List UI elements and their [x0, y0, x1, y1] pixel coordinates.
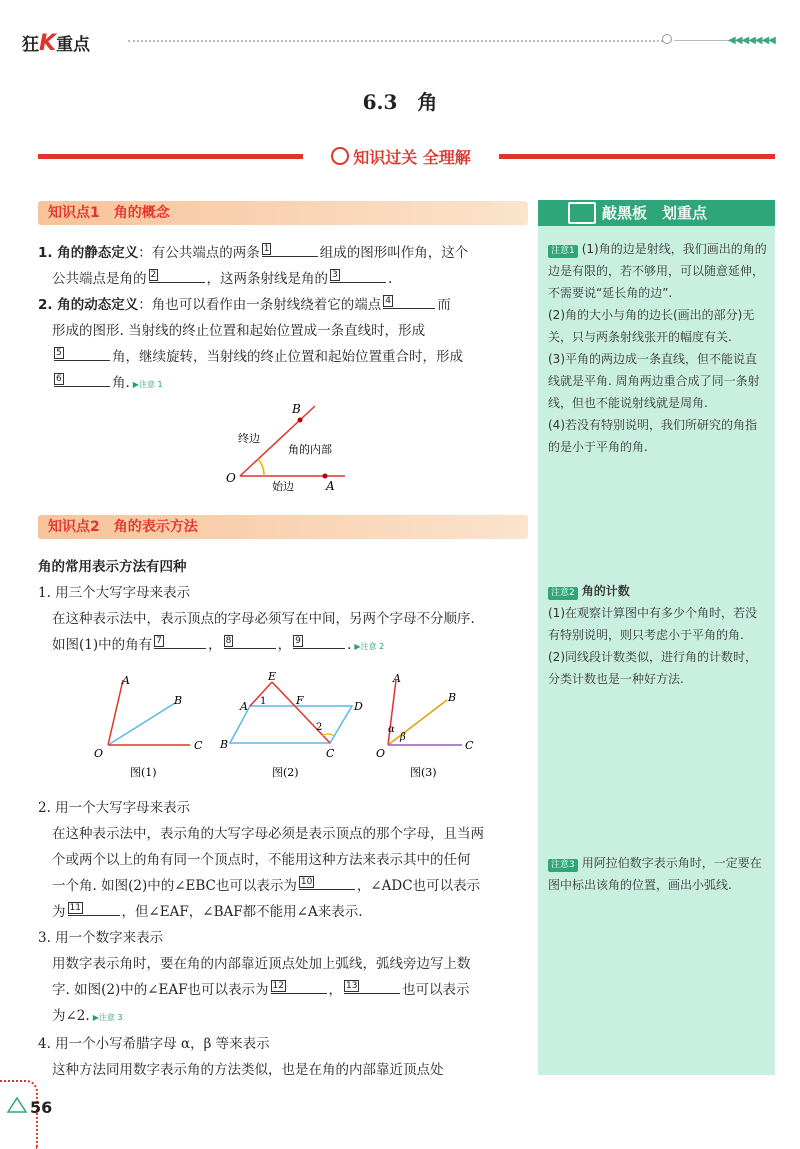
side-notes-2: 注意2 角的计数 (1)在观察计算图中有多少个角时，若没有特别说明，则只考虑小于平角的角. (2)同线段计数类似，进行角的计数时，分类计数也是一种好方法.	[548, 584, 757, 686]
svg-text:B: B	[220, 738, 229, 751]
spiral-icon	[331, 147, 349, 165]
banner-line-right	[499, 154, 775, 159]
svg-text:A: A	[393, 672, 401, 685]
note-tag: 注意1	[548, 245, 578, 258]
svg-text:2: 2	[316, 722, 323, 733]
svg-text:B: B	[448, 691, 457, 704]
note-tag: 注意2	[548, 587, 578, 600]
svg-text:图(3): 图(3)	[410, 766, 437, 779]
svg-text:O: O	[94, 747, 104, 760]
angle-concept-figure	[220, 398, 360, 493]
svg-text:B: B	[174, 694, 183, 707]
page-number: 56	[30, 1098, 53, 1117]
svg-text:始边: 始边	[272, 480, 294, 493]
section-bar-2: 知识点2 角的表示方法	[38, 515, 528, 539]
angle-figures	[90, 670, 510, 785]
svg-text:O: O	[376, 747, 386, 760]
section2-body-top: 角的常用表示方法有四种 1. 用三个大写字母来表示 在这种表示法中，表示顶点的字母必须写在中间，另两个字母不分顺序. 如图(1)中的角有 7 ， 8 ， 9 . ▶注意 2	[38, 559, 475, 653]
svg-text:E: E	[268, 670, 277, 683]
section1-body: 1. 角的静态定义：有公共端点的两条 1 组成的图形叫作角，这个 公共端点是角的 2 ，这两条射线是角的 3 . 2. 角的动态定义：角也可以看作由一条射线绕着它的端点 4 而 形成的图形. 当射线的终止位置和起始位置成一条直线时，形成 5 角，继续旋转，当射线的终止位置和起始位置重合时，形成 6 角. ▶注意 1	[38, 240, 530, 398]
svg-text:C: C	[194, 739, 203, 752]
svg-text:F: F	[296, 694, 304, 707]
svg-text:图(2): 图(2)	[272, 766, 299, 779]
svg-text:C: C	[465, 739, 474, 752]
side-notes-1: 注意1 (1)角的边是射线，我们画出的角的边是有限的，若不够用，可以随意延伸，不需要说“延长角的边”. (2)角的大小与角的边长(画出的部分)无关，只与两条射线张开的幅度有关. (3)平角的两边成一条直线，但不能说直线就是平角. 周角两边重合成了同一条射线，但也不能说射线就是周角. (4)若没有特别说明，我们所研究的角指的是小于平角的角.	[548, 242, 767, 454]
figure-3	[376, 672, 474, 779]
svg-text:β: β	[400, 732, 406, 743]
banner-line-left	[38, 154, 303, 159]
svg-text:A: A	[240, 700, 248, 713]
page-title: 6.3 角	[362, 90, 438, 114]
svg-text:C: C	[326, 747, 335, 760]
section-banner: 知识过关 全理解	[303, 143, 499, 169]
svg-text:1: 1	[260, 696, 267, 707]
blackboard-icon	[568, 202, 596, 224]
header-divider	[128, 40, 663, 42]
ruler-icon	[6, 1096, 28, 1114]
header-logo: 狂K重点	[22, 31, 91, 56]
header-circle-icon	[662, 34, 672, 44]
figure-1	[94, 674, 203, 779]
note-tag: 注意3	[548, 859, 578, 872]
svg-text:B: B	[292, 402, 301, 416]
side-notes-3: 注意3 用阿拉伯数字表示角时，一定要在图中标出该角的位置，画出小弧线.	[548, 856, 762, 892]
figure-2	[219, 670, 363, 779]
svg-text:α: α	[388, 724, 395, 735]
section-bar-1: 知识点1 角的概念	[38, 201, 528, 225]
side-panel-header: 敲黑板 划重点	[538, 200, 775, 226]
svg-text:图(1): 图(1)	[130, 766, 157, 779]
svg-text:O: O	[226, 471, 236, 485]
svg-text:A: A	[326, 479, 335, 493]
svg-text:A: A	[122, 674, 130, 687]
header-arrows-icon: ◀◀◀◀◀◀◀	[728, 35, 775, 46]
svg-text:终边: 终边	[238, 432, 260, 445]
svg-text:D: D	[354, 700, 363, 713]
svg-text:角的内部: 角的内部	[288, 443, 332, 456]
section2-body-bottom: 2. 用一个大写字母来表示 在这种表示法中，表示角的大写字母必须是表示顶点的那个字母，且当两 个或两个以上的角有同一个顶点时，不能用这种方法来表示其中的任何 一个角. 如图(2)中的∠EBC也可以表示为 10 ，∠ADC也可以表示 为 11 ，但∠EAF，∠BAF都不能用∠A来表示. 3. 用一个数字来表示 用数字表示角时，要在角的内部靠近顶点处加上弧线，弧线旁边写上数 字. 如图(2)中的∠EAF也可以表示为 12 ， 13 也可以表示 为∠2. ▶注意 3 4. 用一个小写希腊字母 α，β 等来表示 这种方法同用数字表示角的方法类似，也是在角的内部靠近顶点处	[38, 800, 484, 1078]
